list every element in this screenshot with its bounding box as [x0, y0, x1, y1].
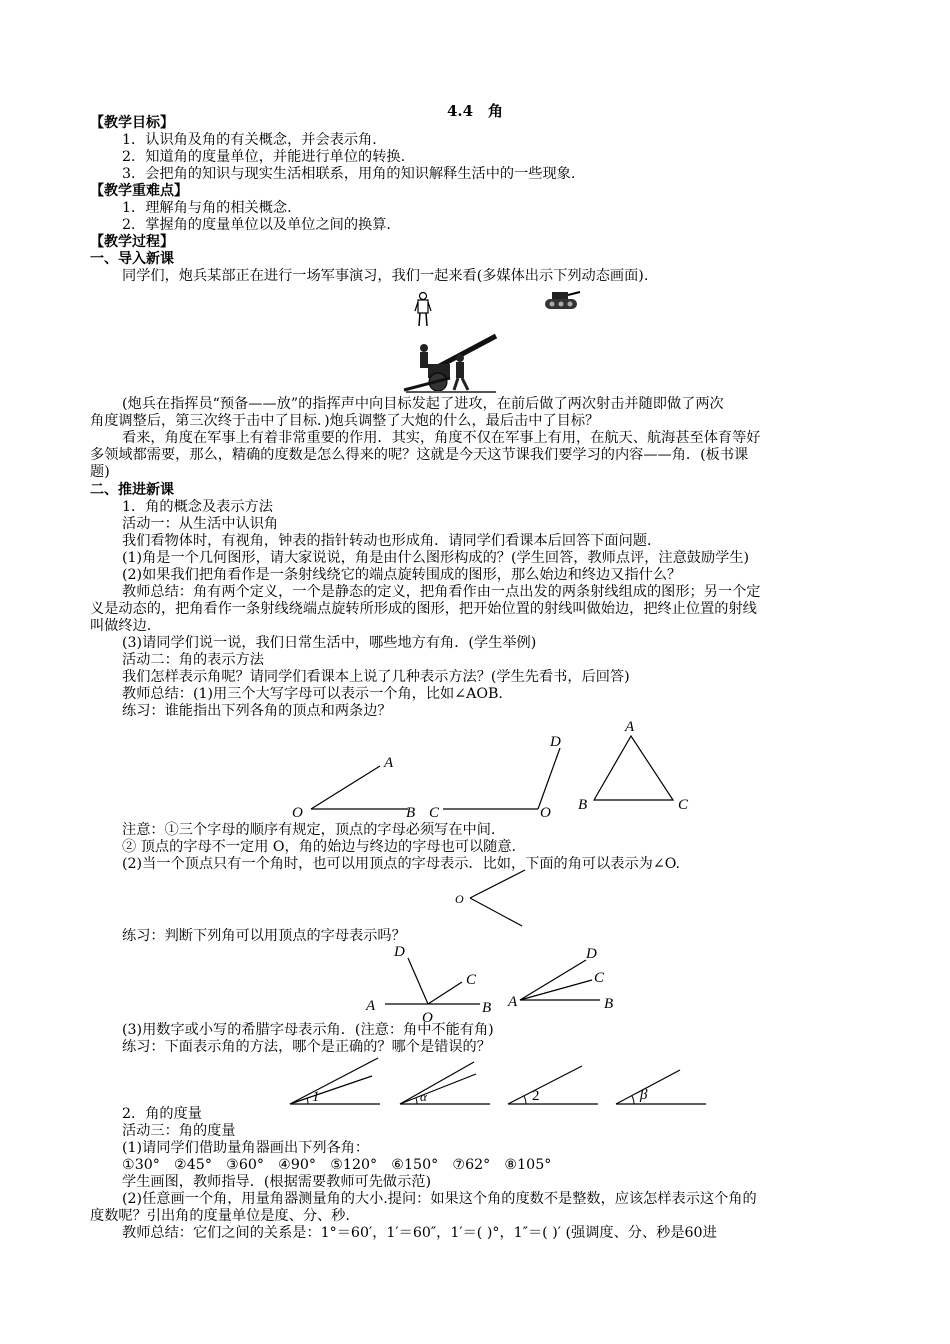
- angle-notation-figures: [280, 1052, 720, 1112]
- paragraph: (2)如果我们把角看作是一条射线绕它的端点旋转围成的图形，那么始边和终边又指什么？: [122, 567, 682, 583]
- fig-label: β: [640, 1087, 648, 1103]
- paragraph: 练习：下面表示角的方法，哪个是正确的？哪个是错误的？: [122, 1039, 491, 1055]
- tank-image: [542, 286, 582, 314]
- paragraph: 同学们，炮兵某部正在进行一场军事演习，我们一起来看(多媒体出示下列动态画面).: [122, 268, 649, 284]
- paragraph: 度数呢？引出角的度量单位是度、分、秒.: [90, 1208, 350, 1224]
- paragraph: (1)请同学们借助量角器画出下列各角：: [122, 1140, 370, 1156]
- paragraph: 多领域都需要，那么，精确的度数是怎么得来的呢？这就是今天这节课我们要学习的内容——角．(板书课: [90, 447, 749, 463]
- paragraph: ①30° ②45° ③60° ④90° ⑤120° ⑥150° ⑦62° ⑧105°: [122, 1157, 552, 1173]
- fig-label: O: [540, 805, 551, 821]
- key-item: 1．理解角与角的相关概念.: [122, 200, 292, 216]
- fig-label: B: [578, 797, 588, 813]
- angle-o-figure: [450, 866, 540, 930]
- paragraph: (3)用数字或小写的希腊字母表示角．(注意：角中不能有角): [122, 1022, 494, 1038]
- paragraph: 2．角的度量: [122, 1106, 202, 1122]
- fig-label: O: [422, 1010, 433, 1026]
- paragraph: ② 顶点的字母不一定用 O，角的始边与终边的字母也可以随意.: [122, 839, 517, 855]
- fig-label: B: [406, 805, 416, 821]
- page-title: 4.4 角: [446, 102, 504, 120]
- process-heading: 【教学过程】: [90, 234, 174, 250]
- paragraph: 角度调整后，第三次终于击中了目标．)炮兵调整了大炮的什么，最后击中了目标？: [90, 413, 600, 429]
- paragraph: 叫做终边.: [90, 618, 152, 634]
- angle-judgment-figures: [360, 942, 630, 1024]
- fig-label: A: [366, 998, 376, 1014]
- fig-label: 2: [532, 1088, 540, 1104]
- artillery-image: [402, 332, 498, 396]
- paragraph: 教师总结：角有两个定义，一个是静态的定义，把角看作由一点出发的两条射线组成的图形；另一个定: [122, 584, 761, 600]
- paragraph: 学生画图，教师指导．(根据需要教师可先做示范): [122, 1174, 432, 1190]
- fig-label: A: [384, 755, 394, 771]
- paragraph: 我们看物体时，有视角，钟表的指针转动也形成角．请同学们看课本后回答下面问题．: [122, 533, 662, 549]
- paragraph: (2)当一个顶点只有一个角时，也可以用顶点的字母表示．比如，下面的角可以表示为∠O.: [122, 856, 681, 872]
- fig-label: D: [550, 734, 561, 750]
- paragraph: 我们怎样表示角呢？请同学们看课本上说了几种表示方法？(学生先看书，后回答): [122, 669, 630, 685]
- goals-heading: 【教学目标】: [90, 115, 174, 131]
- fig-label: D: [586, 946, 597, 962]
- fig-label: A: [625, 719, 635, 735]
- paragraph: (炮兵在指挥员“预备——放”的指挥声中向目标发起了进攻，在前后做了两次射击并随即做了两次: [122, 396, 724, 412]
- goal-item: 3．会把角的知识与现实生活相联系，用角的知识解释生活中的一些现象.: [122, 166, 576, 182]
- paragraph: 题): [90, 464, 110, 480]
- paragraph: (2)任意画一个角，用量角器测量角的大小.提问：如果这个角的度数不是整数，应该怎样表示这个角的: [122, 1191, 757, 1207]
- goal-item: 1．认识角及角的有关概念，并会表示角.: [122, 132, 377, 148]
- paragraph: 练习：谁能指出下列各角的顶点和两条边？: [122, 703, 392, 719]
- paragraph: (3)请同学们说一说，我们日常生活中，哪些地方有角．(学生举例): [122, 635, 537, 651]
- paragraph: 练习：判断下列角可以用顶点的字母表示吗？: [122, 928, 406, 944]
- part2-heading: 二、推进新课: [90, 482, 174, 498]
- fig-label: B: [482, 1000, 492, 1016]
- fig-label: C: [678, 797, 689, 813]
- fig-label: O: [292, 805, 303, 821]
- soldier-image: [412, 292, 434, 328]
- fig-label: B: [604, 996, 614, 1012]
- goal-item: 2．知道角的度量单位，并能进行单位的转换.: [122, 149, 406, 165]
- paragraph: 教师总结：它们之间的关系是：1°＝60′，1′＝60″，1′＝( )°，1″＝( )′ (强调度、分、秒是60进: [122, 1225, 717, 1241]
- paragraph: 义是动态的，把角看作一条射线绕端点旋转所形成的图形，把开始位置的射线叫做始边，把终止位置的射线: [90, 601, 757, 617]
- paragraph: 活动二：角的表示方法: [122, 652, 264, 668]
- paragraph: 活动一：从生活中认识角: [122, 516, 279, 532]
- paragraph: 1．角的概念及表示方法: [122, 499, 273, 515]
- fig-label: C: [466, 972, 477, 988]
- fig-label: C: [429, 805, 440, 821]
- fig-label: D: [394, 944, 405, 960]
- part1-heading: 一、导入新课: [90, 251, 174, 267]
- paragraph: 教师总结：(1)用三个大写字母可以表示一个角，比如∠AOB.: [122, 686, 503, 702]
- fig-label: O: [455, 892, 464, 906]
- angle-figures: [280, 716, 700, 822]
- paragraph: 活动三：角的度量: [122, 1123, 236, 1139]
- fig-label: C: [594, 970, 605, 986]
- fig-label: A: [508, 994, 518, 1010]
- key-heading: 【教学重难点】: [90, 183, 188, 199]
- paragraph: (1)角是一个几何图形，请大家说说，角是由什么图形构成的？(学生回答，教师点评，注意鼓励学生): [122, 550, 750, 566]
- paragraph: 注意：①三个字母的顺序有规定，顶点的字母必须写在中间.: [122, 822, 496, 838]
- key-item: 2．掌握角的度量单位以及单位之间的换算.: [122, 217, 391, 233]
- fig-label: 1: [312, 1089, 320, 1105]
- fig-label: α: [420, 1089, 427, 1104]
- paragraph: 看来，角度在军事上有着非常重要的作用．其实，角度不仅在军事上有用，在航天、航海甚至体育等好: [122, 430, 761, 446]
